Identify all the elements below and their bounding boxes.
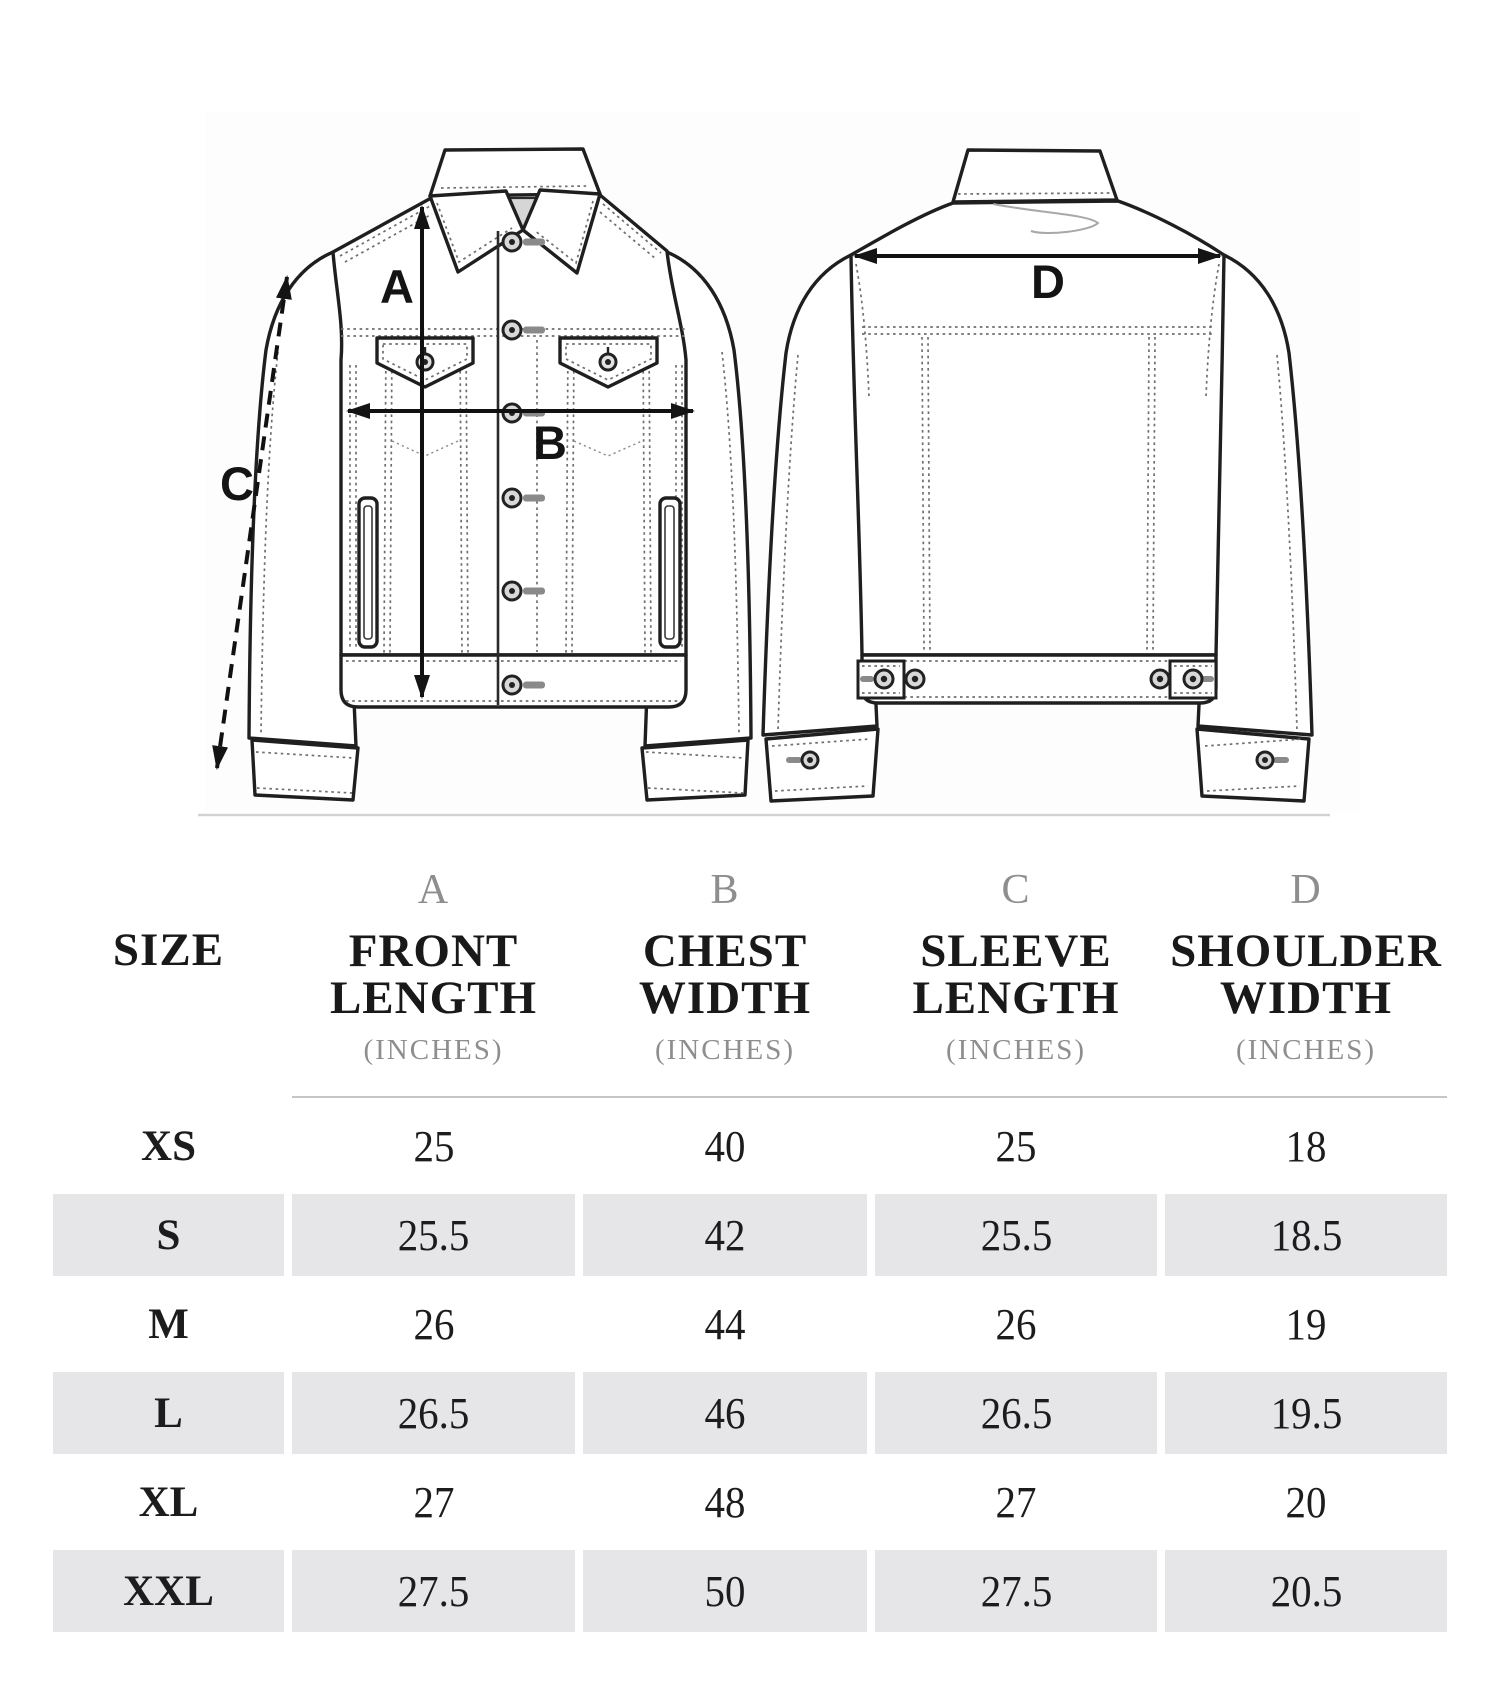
row-size-label: L [53,1372,284,1454]
front-label-c: C [220,457,254,510]
value: 18.5 [1270,1210,1342,1260]
value: 27 [995,1477,1037,1527]
value: 26.5 [397,1388,470,1438]
header-line: SLEEVE [920,925,1112,977]
column-letter-a: A [417,867,450,913]
letter-spacer [53,862,284,918]
cell-shoulder-width [1165,1372,1447,1454]
size-column-header: SIZE [112,924,225,976]
value: 27.5 [397,1566,470,1616]
value: 25.5 [980,1210,1052,1260]
column-letter-c: C [1001,867,1031,913]
cell-chest-width [583,1194,867,1276]
unit-label: (INCHES) [654,1033,796,1066]
value: 40 [704,1121,746,1171]
cell-chest-width [583,1550,867,1632]
value: 50 [704,1566,746,1616]
front-label-b: B [533,416,567,469]
cell-front-length [292,1283,575,1365]
cell-shoulder-width [1165,1194,1447,1276]
unit-label: (INCHES) [1235,1033,1377,1066]
cell-sleeve-length [875,1194,1157,1276]
cell-sleeve-length [875,1283,1157,1365]
jacket-measurement-diagram [0,0,1500,820]
cell-chest-width [583,1283,867,1365]
value: 20.5 [1270,1566,1342,1616]
size-table [53,862,1447,1632]
row-size-label: S [53,1194,284,1276]
value: 19.5 [1270,1388,1342,1438]
back-label-d: D [1031,255,1065,308]
value: 27 [413,1477,454,1527]
cell-front-length [292,1372,575,1454]
cell-front-length [292,1550,575,1632]
header-line: WIDTH [1219,972,1393,1024]
value: 25.5 [397,1210,470,1260]
cell-front-length [292,1194,575,1276]
front-right-cuff [642,740,748,800]
row-size-label: M [148,1300,189,1348]
value: 20 [1285,1477,1327,1527]
row-size-label: XS [141,1122,196,1170]
cell-sleeve-length [875,1461,1157,1543]
cell-sleeve-length [875,1550,1157,1632]
value: 26.5 [980,1388,1052,1438]
unit-label: (INCHES) [363,1033,504,1066]
header-line: CHEST [642,925,808,977]
cell-chest-width [583,1461,867,1543]
column-header-shoulder-width [1165,925,1447,1025]
header-line: FRONT [348,925,519,977]
column-header-chest-width [583,925,867,1025]
front-left-cuff [252,740,358,800]
value: 26 [995,1299,1037,1349]
column-letter-d: D [1290,867,1322,913]
cell-sleeve-length [875,1105,1157,1187]
row-size-label: XXL [53,1550,284,1632]
header-line: LENGTH [912,972,1120,1024]
column-letter-b: B [710,867,740,913]
value: 25 [413,1121,454,1171]
value: 18 [1285,1121,1327,1171]
unit-spacer [53,1032,284,1068]
value: 27.5 [980,1566,1052,1616]
header-line: SHOULDER [1170,925,1442,977]
value: 26 [413,1299,454,1349]
cell-shoulder-width [1165,1550,1447,1632]
value: 44 [704,1299,746,1349]
front-label-a: A [380,260,414,313]
column-header-front-length [292,925,575,1025]
cell-chest-width [583,1372,867,1454]
cell-sleeve-length [875,1372,1157,1454]
value: 19 [1285,1299,1327,1349]
value: 46 [704,1388,746,1438]
header-line: WIDTH [638,972,812,1024]
cell-shoulder-width [1165,1105,1447,1187]
cell-front-length [292,1105,575,1187]
row-size-label: XL [138,1478,199,1526]
header-rule [292,1075,1447,1098]
unit-label: (INCHES) [945,1033,1087,1066]
value: 42 [704,1210,746,1260]
value: 25 [995,1121,1037,1171]
cell-chest-width [583,1105,867,1187]
value: 48 [704,1477,746,1527]
cell-front-length [292,1461,575,1543]
cell-shoulder-width [1165,1461,1447,1543]
header-line: LENGTH [329,972,538,1024]
cell-shoulder-width [1165,1283,1447,1365]
column-header-sleeve-length [875,925,1157,1025]
